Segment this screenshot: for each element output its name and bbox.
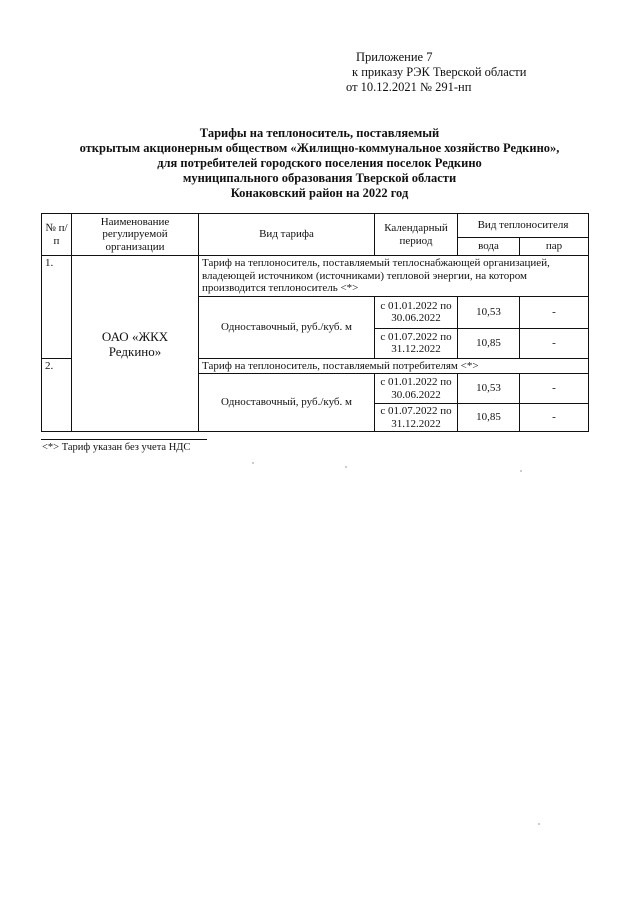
- tariff-table: [41, 213, 589, 432]
- org-name: ОАО «ЖКХ Редкино»: [72, 256, 199, 432]
- header-coolant-type: Вид теплоносителя: [458, 214, 589, 238]
- title-line-3: для потребителей городского поселения поселок Редкино: [157, 156, 482, 170]
- period-cell: с 01.01.2022 по 30.06.2022: [375, 374, 458, 404]
- steam-value: -: [520, 328, 589, 358]
- steam-value: -: [520, 296, 589, 328]
- header-steam: пар: [520, 238, 589, 256]
- footnote: <*> Тариф указан без учета НДС: [42, 442, 191, 453]
- title-line-4: муниципального образования Тверской области: [182, 171, 457, 185]
- section-1-label: Тариф на теплоноситель, поставляемый теплоснабжающей организацией, владеющей источником (источниками) тепловой энергии, на котором производится теплоноситель <*>: [199, 256, 589, 297]
- header-org: Наименование регулируемой организации: [72, 214, 199, 256]
- water-value: 10,85: [458, 404, 520, 432]
- scan-speck: [538, 823, 540, 825]
- scan-speck: [252, 462, 254, 464]
- rate-label-2: Одноставочный, руб./куб. м: [199, 374, 375, 432]
- period-cell: с 01.01.2022 по 30.06.2022: [375, 296, 458, 328]
- steam-value: -: [520, 404, 589, 432]
- period-cell: с 01.07.2022 по 31.12.2022: [375, 328, 458, 358]
- water-value: 10,85: [458, 328, 520, 358]
- section-2-label: Тариф на теплоноситель, поставляемый потребителям <*>: [199, 358, 589, 374]
- header-tariff-type: Вид тарифа: [199, 214, 375, 256]
- title-line-1: Тарифы на теплоноситель, поставляемый: [199, 126, 440, 140]
- title-line-2: открытым акционерным обществом «Жилищно-коммунальное хозяйство Редкино»,: [79, 141, 560, 155]
- header-water: вода: [458, 238, 520, 256]
- rate-label-1: Одноставочный, руб./куб. м: [199, 296, 375, 358]
- steam-value: -: [520, 374, 589, 404]
- water-value: 10,53: [458, 296, 520, 328]
- row-number-2: 2.: [42, 358, 72, 432]
- table-row: [42, 256, 589, 297]
- document-title: [40, 126, 599, 201]
- footnote-divider: [41, 439, 207, 440]
- header-num: № п/п: [42, 214, 72, 256]
- appendix-header: [340, 50, 600, 95]
- table-header-row: [42, 214, 589, 238]
- scan-speck: [520, 470, 522, 472]
- row-number-1: 1.: [42, 256, 72, 359]
- scan-speck: [345, 466, 347, 468]
- period-cell: с 01.07.2022 по 31.12.2022: [375, 404, 458, 432]
- appendix-line-1: Приложение 7: [356, 50, 433, 64]
- title-line-5: Конаковский район на 2022 год: [230, 186, 409, 200]
- water-value: 10,53: [458, 374, 520, 404]
- appendix-line-3: от 10.12.2021 № 291-нп: [346, 80, 472, 94]
- header-period: Календарный период: [375, 214, 458, 256]
- appendix-line-2: к приказу РЭК Тверской области: [352, 65, 527, 79]
